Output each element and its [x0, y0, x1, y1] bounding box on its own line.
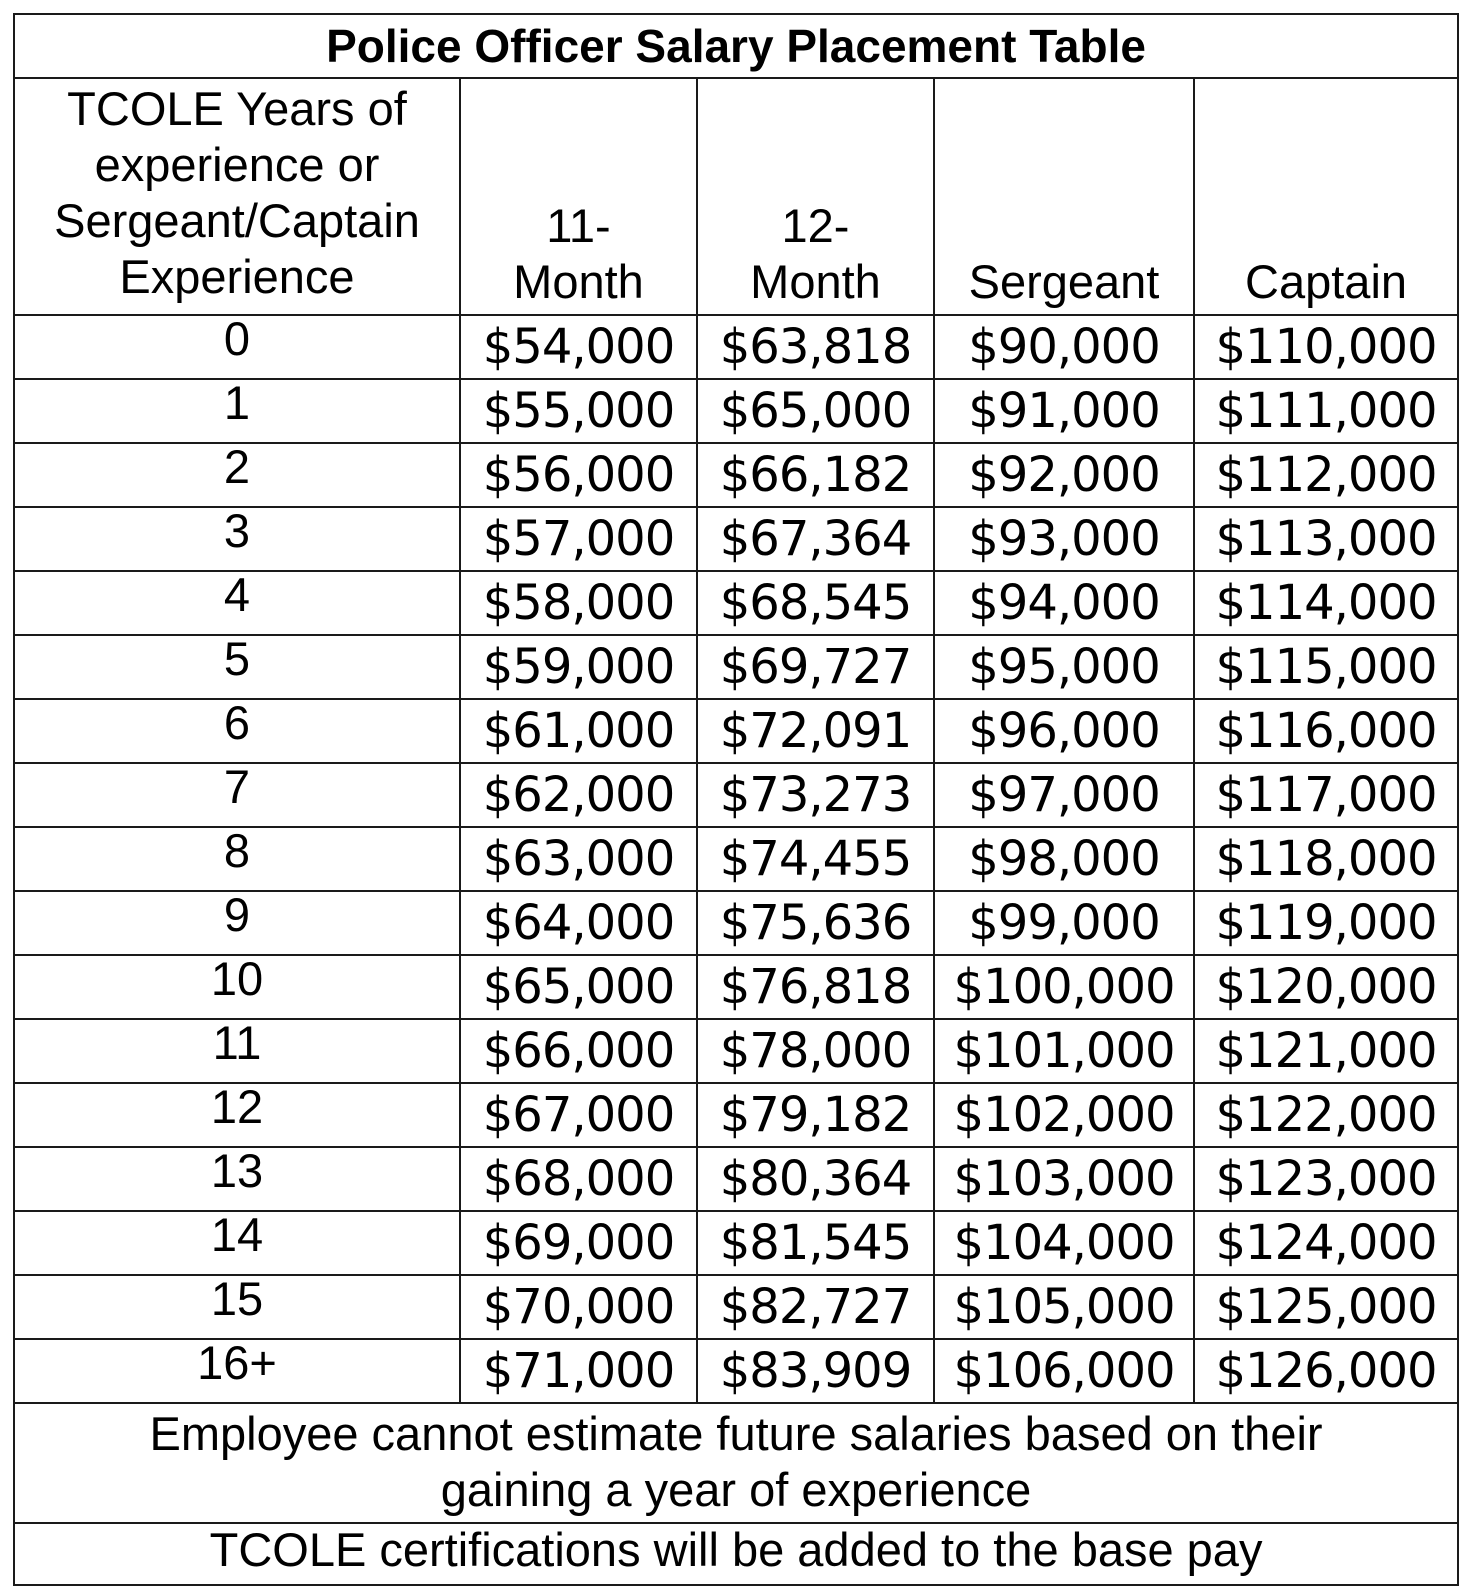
- salary-11-month-cell: $71,000: [460, 1339, 697, 1403]
- salary-12-month-cell: $65,000: [697, 379, 934, 443]
- table-row: [14, 507, 1458, 571]
- years-cell: 7: [14, 763, 460, 827]
- header-experience-line: Experience: [119, 250, 355, 303]
- salary-12-month-cell: $69,727: [697, 635, 934, 699]
- header-captain: Captain: [1194, 78, 1458, 315]
- salary-12-month-cell: $79,182: [697, 1083, 934, 1147]
- header-12-month-line: 12-: [781, 199, 850, 252]
- table-row: [14, 635, 1458, 699]
- salary-11-month-cell: $58,000: [460, 571, 697, 635]
- salary-sergeant-cell: $96,000: [934, 699, 1194, 763]
- estimate-note: [14, 1403, 1458, 1523]
- salary-sergeant-cell: $93,000: [934, 507, 1194, 571]
- years-cell: 3: [14, 507, 460, 571]
- header-11-month-line: 11-: [546, 199, 611, 252]
- salary-11-month-cell: $65,000: [460, 955, 697, 1019]
- salary-sergeant-cell: $97,000: [934, 763, 1194, 827]
- header-experience-line: experience or: [94, 138, 380, 191]
- salary-captain-cell: $125,000: [1194, 1275, 1458, 1339]
- estimate-note-line: gaining a year of experience: [440, 1463, 1032, 1516]
- estimate-note-line: Employee cannot estimate future salaries based on their: [149, 1407, 1323, 1460]
- salary-sergeant-cell: $90,000: [934, 315, 1194, 379]
- salary-12-month-cell: $80,364: [697, 1147, 934, 1211]
- header-experience: [14, 78, 460, 315]
- salary-11-month-cell: $66,000: [460, 1019, 697, 1083]
- salary-captain-cell: $110,000: [1194, 315, 1458, 379]
- salary-sergeant-cell: $101,000: [934, 1019, 1194, 1083]
- salary-11-month-cell: $64,000: [460, 891, 697, 955]
- salary-captain-cell: $113,000: [1194, 507, 1458, 571]
- years-cell: 15: [14, 1275, 460, 1339]
- salary-sergeant-cell: $102,000: [934, 1083, 1194, 1147]
- salary-sergeant-cell: $94,000: [934, 571, 1194, 635]
- salary-captain-cell: $114,000: [1194, 571, 1458, 635]
- salary-captain-cell: $119,000: [1194, 891, 1458, 955]
- salary-captain-cell: $112,000: [1194, 443, 1458, 507]
- years-cell: 13: [14, 1147, 460, 1211]
- years-cell: 6: [14, 699, 460, 763]
- years-cell: 10: [14, 955, 460, 1019]
- salary-sergeant-cell: $100,000: [934, 955, 1194, 1019]
- salary-captain-cell: $123,000: [1194, 1147, 1458, 1211]
- years-cell: 14: [14, 1211, 460, 1275]
- salary-captain-cell: $122,000: [1194, 1083, 1458, 1147]
- salary-sergeant-cell: $95,000: [934, 635, 1194, 699]
- salary-12-month-cell: $83,909: [697, 1339, 934, 1403]
- salary-sergeant-cell: $103,000: [934, 1147, 1194, 1211]
- header-11-month: [460, 78, 697, 315]
- table-row: [14, 571, 1458, 635]
- salary-11-month-cell: $70,000: [460, 1275, 697, 1339]
- salary-11-month-cell: $56,000: [460, 443, 697, 507]
- salary-12-month-cell: $75,636: [697, 891, 934, 955]
- salary-11-month-cell: $68,000: [460, 1147, 697, 1211]
- table-row: [14, 443, 1458, 507]
- years-cell: 8: [14, 827, 460, 891]
- years-cell: 4: [14, 571, 460, 635]
- salary-12-month-cell: $76,818: [697, 955, 934, 1019]
- salary-11-month-cell: $67,000: [460, 1083, 697, 1147]
- salary-11-month-cell: $61,000: [460, 699, 697, 763]
- salary-11-month-cell: $62,000: [460, 763, 697, 827]
- table-row: [14, 1275, 1458, 1339]
- table-row: [14, 699, 1458, 763]
- salary-sergeant-cell: $92,000: [934, 443, 1194, 507]
- years-cell: 5: [14, 635, 460, 699]
- salary-11-month-cell: $54,000: [460, 315, 697, 379]
- table-row: [14, 379, 1458, 443]
- salary-captain-cell: $115,000: [1194, 635, 1458, 699]
- certification-note: TCOLE certifications will be added to the base pay: [14, 1523, 1458, 1585]
- table-row: [14, 315, 1458, 379]
- salary-captain-cell: $117,000: [1194, 763, 1458, 827]
- table-row: [14, 763, 1458, 827]
- salary-captain-cell: $111,000: [1194, 379, 1458, 443]
- header-11-month-line: Month: [513, 255, 644, 308]
- salary-12-month-cell: $73,273: [697, 763, 934, 827]
- salary-sergeant-cell: $106,000: [934, 1339, 1194, 1403]
- note-row: [14, 1403, 1458, 1523]
- years-cell: 9: [14, 891, 460, 955]
- salary-11-month-cell: $69,000: [460, 1211, 697, 1275]
- salary-12-month-cell: $78,000: [697, 1019, 934, 1083]
- salary-sergeant-cell: $91,000: [934, 379, 1194, 443]
- salary-12-month-cell: $72,091: [697, 699, 934, 763]
- years-cell: 0: [14, 315, 460, 379]
- header-experience-line: TCOLE Years of: [67, 82, 407, 135]
- years-cell: 1: [14, 379, 460, 443]
- salary-12-month-cell: $81,545: [697, 1211, 934, 1275]
- salary-sergeant-cell: $104,000: [934, 1211, 1194, 1275]
- salary-11-month-cell: $63,000: [460, 827, 697, 891]
- table-row: [14, 955, 1458, 1019]
- header-experience-line: Sergeant/Captain: [54, 194, 420, 247]
- salary-captain-cell: $120,000: [1194, 955, 1458, 1019]
- salary-placement-table: [13, 13, 1459, 1586]
- header-sergeant: Sergeant: [934, 78, 1194, 315]
- salary-12-month-cell: $82,727: [697, 1275, 934, 1339]
- table-row: [14, 1019, 1458, 1083]
- years-cell: 12: [14, 1083, 460, 1147]
- header-row: [14, 78, 1458, 315]
- title-row: [14, 14, 1458, 78]
- salary-11-month-cell: $57,000: [460, 507, 697, 571]
- salary-captain-cell: $124,000: [1194, 1211, 1458, 1275]
- salary-captain-cell: $126,000: [1194, 1339, 1458, 1403]
- table-row: [14, 1083, 1458, 1147]
- salary-captain-cell: $116,000: [1194, 699, 1458, 763]
- years-cell: 16+: [14, 1339, 460, 1403]
- table-row: [14, 1147, 1458, 1211]
- salary-sergeant-cell: $99,000: [934, 891, 1194, 955]
- table-row: [14, 1211, 1458, 1275]
- salary-12-month-cell: $67,364: [697, 507, 934, 571]
- years-cell: 2: [14, 443, 460, 507]
- salary-captain-cell: $118,000: [1194, 827, 1458, 891]
- table-row: [14, 891, 1458, 955]
- salary-12-month-cell: $63,818: [697, 315, 934, 379]
- salary-12-month-cell: $68,545: [697, 571, 934, 635]
- note-row: [14, 1523, 1458, 1585]
- salary-sergeant-cell: $105,000: [934, 1275, 1194, 1339]
- header-12-month-line: Month: [750, 255, 881, 308]
- header-12-month: [697, 78, 934, 315]
- salary-12-month-cell: $74,455: [697, 827, 934, 891]
- salary-sergeant-cell: $98,000: [934, 827, 1194, 891]
- salary-12-month-cell: $66,182: [697, 443, 934, 507]
- salary-11-month-cell: $55,000: [460, 379, 697, 443]
- salary-captain-cell: $121,000: [1194, 1019, 1458, 1083]
- table-row: [14, 1339, 1458, 1403]
- table-title: Police Officer Salary Placement Table: [14, 14, 1458, 78]
- table-row: [14, 827, 1458, 891]
- salary-11-month-cell: $59,000: [460, 635, 697, 699]
- years-cell: 11: [14, 1019, 460, 1083]
